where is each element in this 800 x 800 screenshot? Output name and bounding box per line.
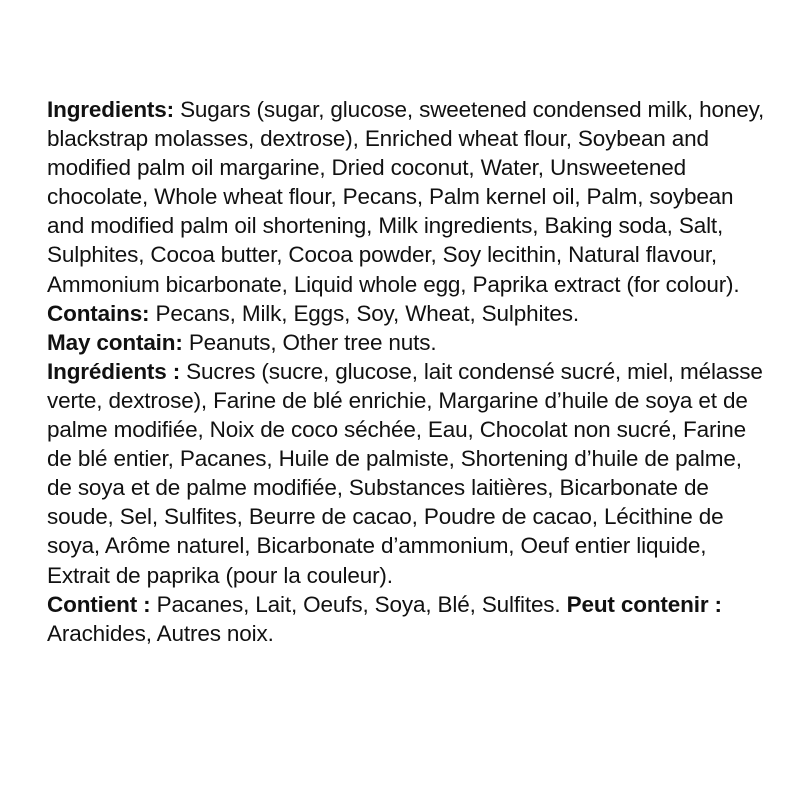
- french-contains-text: Pacanes, Lait, Oeufs, Soya, Blé, Sulfites.: [150, 591, 567, 617]
- french-contains-paragraph: [47, 590, 767, 648]
- english-may-contain-text: Peanuts, Other tree nuts.: [182, 329, 437, 355]
- french-may-contain-heading: Peut contenir :: [566, 591, 722, 617]
- french-contains-heading: Contient :: [47, 591, 151, 617]
- french-ingredients-text: Sucres (sucre, glucose, lait condensé sucré, miel, mélasse verte, dextrose), Farine de blé enrichie, Margarine d’huile de soya et de palme modifiée, Noix de coco séchée, Eau, Chocolat non sucré, Farine de blé entier, Pacanes, Huile de palmiste, Shortening d’huile de palme, de soya et de palme modifiée, Substances laitières, Bicarbonate de soude, Sel, Sulfites, Beurre de cacao, Poudre de cacao, Lécithine de soya, Arôme naturel, Bicarbonate d’ammonium, Oeuf entier liquide, Extrait de paprika (pour la couleur).: [47, 358, 763, 588]
- english-ingredients-heading: Ingredients:: [47, 97, 174, 122]
- english-ingredients-text: Sugars (sugar, glucose, sweetened condensed milk, honey, blackstrap molasses, dextrose), Enriched wheat flour, Soybean and modified palm oil margarine, Dried coconut, Water, Unsweetened chocolate, Whole wheat flour, Pecans, Palm kernel oil, Palm, soybean and modified palm oil shortening, Milk ingredients, Baking soda, Salt, Sulphites, Cocoa butter, Cocoa powder, Soy lecithin, Natural flavour, Ammonium bicarbonate, Liquid whole egg, Paprika extract (for colour).: [47, 97, 765, 297]
- english-may-contain-paragraph: [47, 328, 767, 357]
- english-ingredients-paragraph: [47, 95, 767, 328]
- english-contains-heading: Contains:: [47, 300, 150, 326]
- english-may-contain-heading: May contain:: [47, 329, 183, 355]
- french-ingredients-heading: Ingrédients :: [47, 358, 181, 384]
- english-contains-text: Pecans, Milk, Eggs, Soy, Wheat, Sulphites.: [149, 300, 579, 326]
- french-ingredients-paragraph: [47, 357, 767, 590]
- ingredient-label: [47, 95, 767, 648]
- french-may-contain-text: Arachides, Autres noix.: [47, 620, 274, 646]
